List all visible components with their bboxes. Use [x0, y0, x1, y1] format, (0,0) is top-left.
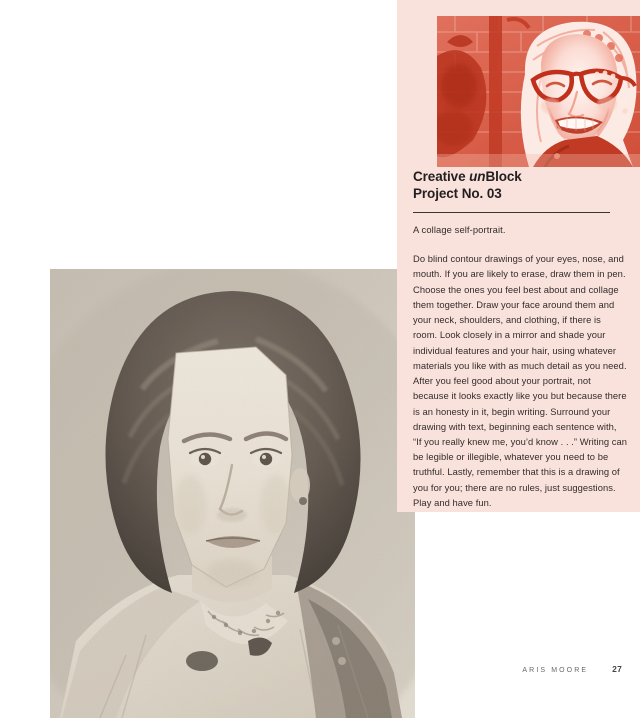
project-instructions: Do blind contour drawings of your eyes, nose, and mouth. If you are likely to erase, draw them in pen. Choose the ones you feel best about and collage them together. Draw your face around them and your neck, shoulders, and clothing, if there is room. Look closely in a mirror and shade your individual features and your hair, using whatever materials you like with as much detail as you need. After you feel good about your portrait, not because it looks exactly like you but because there is an honesty in it, begin writing. Surround your drawing with text, beginning each sentence with, “If you really knew me, you’d know . . .” Writing can be legible or illegible, whatever you need to be truthful. Lastly, remember that this is a drawing of you for you; there are no rules, just suggestions. Play and have fun. — [413, 253, 628, 508]
page-title — [413, 168, 627, 203]
portrait-photo-image — [50, 269, 415, 718]
panel-body — [413, 168, 627, 510]
project-subtitle: A collage self-portrait. — [413, 223, 506, 235]
author-photo-image — [437, 16, 640, 167]
title-suffix: Block — [485, 169, 522, 184]
artist-credit: ARIS MOORE — [522, 667, 589, 674]
page-footer — [397, 664, 622, 674]
project-panel — [397, 0, 640, 512]
author-photo — [437, 16, 640, 167]
title-project-number: Project No. 03 — [413, 186, 502, 202]
page-number: 27 — [612, 664, 622, 674]
title-italic-un: un — [469, 169, 486, 184]
title-prefix: Creative — [413, 169, 470, 184]
title-divider — [413, 212, 610, 213]
portrait-photo — [50, 269, 415, 718]
